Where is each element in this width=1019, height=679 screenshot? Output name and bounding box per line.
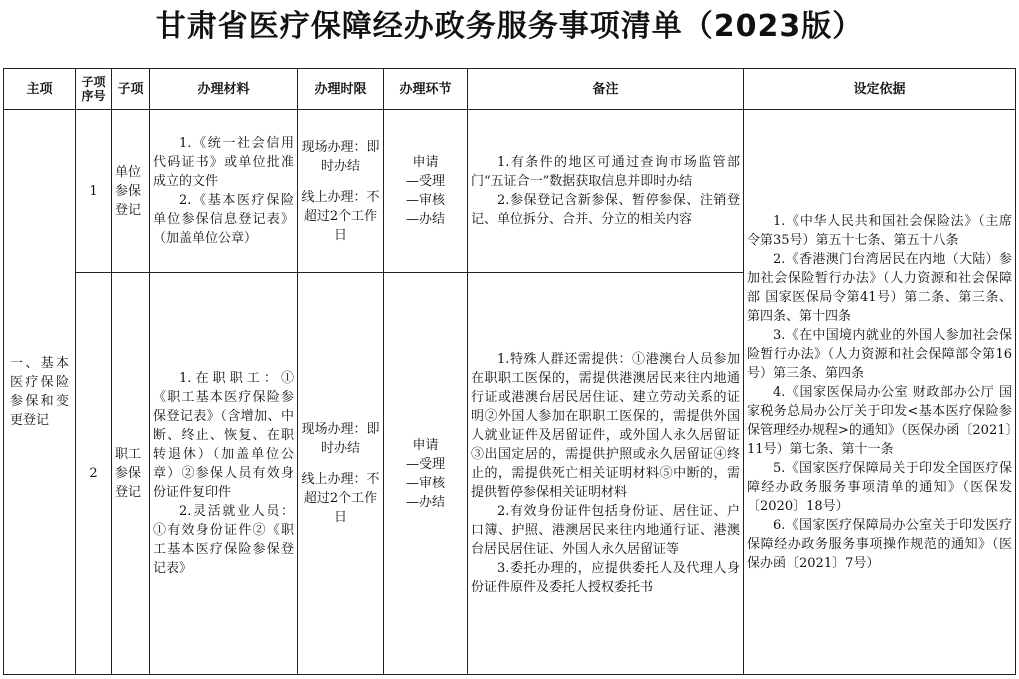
header-main: 主项 bbox=[4, 69, 76, 110]
row-2-note-3: 3.委托办理的，应提供委托人及代理人身份证件原件及委托人授权委托书 bbox=[471, 561, 740, 595]
table-row bbox=[4, 110, 1016, 273]
row-1-step-1: 申请 bbox=[412, 155, 439, 170]
row-1-step-2: —受理 bbox=[405, 174, 445, 189]
basis-6: 6.《国家医疗保障局办公室关于印发医疗保障经办政务服务事项操作规范的通知》（医保办函〔2021〕7号） bbox=[747, 517, 1012, 571]
row-1-notes bbox=[468, 110, 744, 273]
header-sub: 子项 bbox=[112, 69, 150, 110]
basis-3: 3.《在中国境内就业的外国人参加社会保险暂行办法》（人力资源和社会保障部令第16号）第三条、第四条 bbox=[747, 327, 1012, 381]
row-2-sub: 职工参保登记 bbox=[112, 273, 150, 675]
row-2-time-limit bbox=[298, 273, 384, 675]
row-1-material-1: 1.《统一社会信用代码证书》或单位批准成立的文件 bbox=[153, 136, 294, 189]
row-2-step-3: —审核 bbox=[405, 475, 445, 491]
row-1-steps bbox=[384, 110, 468, 273]
row-2-no: 2 bbox=[76, 273, 112, 675]
row-1-time-online: 线上办理：不超过2个工作日 bbox=[301, 189, 380, 243]
row-2-step-2: —受理 bbox=[405, 456, 445, 472]
row-1-materials bbox=[150, 110, 298, 273]
row-2-step-1: 申请 bbox=[412, 437, 439, 453]
row-2-time-online: 线上办理：不超过2个工作日 bbox=[301, 472, 380, 525]
row-1-note-1: 1.有条件的地区可通过查询市场监管部门“五证合一”数据获取信息并即时办结 bbox=[471, 155, 740, 189]
basis-2: 2.《香港澳门台湾居民在内地（大陆）参加社会保险暂行办法》（人力资源和社会保障部 国家医保局令第41号）第二条、第三条、第四条、第十四条 bbox=[747, 251, 1012, 324]
basis-5: 5.《国家医疗保障局关于印发全国医疗保障经办政务服务事项清单的通知》（医保发〔2020〕18号） bbox=[747, 460, 1012, 514]
row-1-time-onsite: 现场办理：即时办结 bbox=[301, 139, 380, 174]
row-2-note-1: 1.特殊人群还需提供：①港澳台人员参加在职职工医保的，需提供港澳居民来往内地通行证或港澳台居民居住证、建立劳动关系的证明②外国人参加在职职工医保的，需提供外国人就业证件及居留证件，或外国人永久居留证③出国定居的，需提供护照或永久居留证④终止的，需提供死亡相关证明材料⑤中断的，需提供暂停参保相关证明材料 bbox=[471, 352, 740, 500]
header-row bbox=[4, 69, 1016, 110]
row-2-time-onsite: 现场办理：即时办结 bbox=[301, 422, 380, 456]
basis-4: 4.《国家医保局办公室 财政部办公厅 国家税务总局办公厅关于印发<基本医疗保险参保管理经办规程>的通知》（医保办函〔2021〕11号）第七条、第十一条 bbox=[747, 384, 1012, 457]
row-2-material-1: 1.在职职工：①《职工基本医疗保险参保登记表》（含增加、中断、终止、恢复、在职转退休）（加盖单位公章）②参保人员有效身份证件复印件 bbox=[153, 371, 294, 500]
row-1-step-4: —办结 bbox=[405, 212, 445, 227]
row-1-time-limit bbox=[298, 110, 384, 273]
row-1-sub: 单位参保登记 bbox=[112, 110, 150, 273]
row-1-material-2: 2.《基本医疗保险单位参保信息登记表》（加盖单位公章） bbox=[153, 193, 294, 246]
row-1-step-3: —审核 bbox=[405, 193, 445, 208]
row-2-step-4: —办结 bbox=[405, 494, 445, 510]
header-basis: 设定依据 bbox=[744, 69, 1016, 110]
page-title: 甘肃省医疗保障经办政务服务事项清单（2023版） bbox=[155, 9, 864, 44]
header-notes: 备注 bbox=[468, 69, 744, 110]
row-2-materials bbox=[150, 273, 298, 675]
row-1-note-2: 2.参保登记含新参保、暂停参保、注销登记、单位拆分、合并、分立的相关内容 bbox=[471, 193, 740, 227]
row-2-steps bbox=[384, 273, 468, 675]
basis-cell bbox=[744, 110, 1016, 675]
main-item-cell: 一、基本医疗保险参保和变更登记 bbox=[4, 110, 76, 675]
row-2-material-2: 2.灵活就业人员：①有效身份证件②《职工基本医疗保险参保登记表》 bbox=[153, 504, 294, 576]
service-items-table bbox=[3, 68, 1016, 675]
header-sub-no: 子项序号 bbox=[76, 69, 112, 110]
row-1-no: 1 bbox=[76, 110, 112, 273]
row-2-note-2: 2.有效身份证件包括身份证、居住证、户口簿、护照、港澳居民来往内地通行证、港澳台居民居住证、外国人永久居留证等 bbox=[471, 504, 740, 557]
header-materials: 办理材料 bbox=[150, 69, 298, 110]
header-steps: 办理环节 bbox=[384, 69, 468, 110]
basis-1: 1.《中华人民共和国社会保险法》（主席令第35号）第五十七条、第五十八条 bbox=[747, 213, 1012, 248]
header-time-limit: 办理时限 bbox=[298, 69, 384, 110]
row-2-notes bbox=[468, 273, 744, 675]
